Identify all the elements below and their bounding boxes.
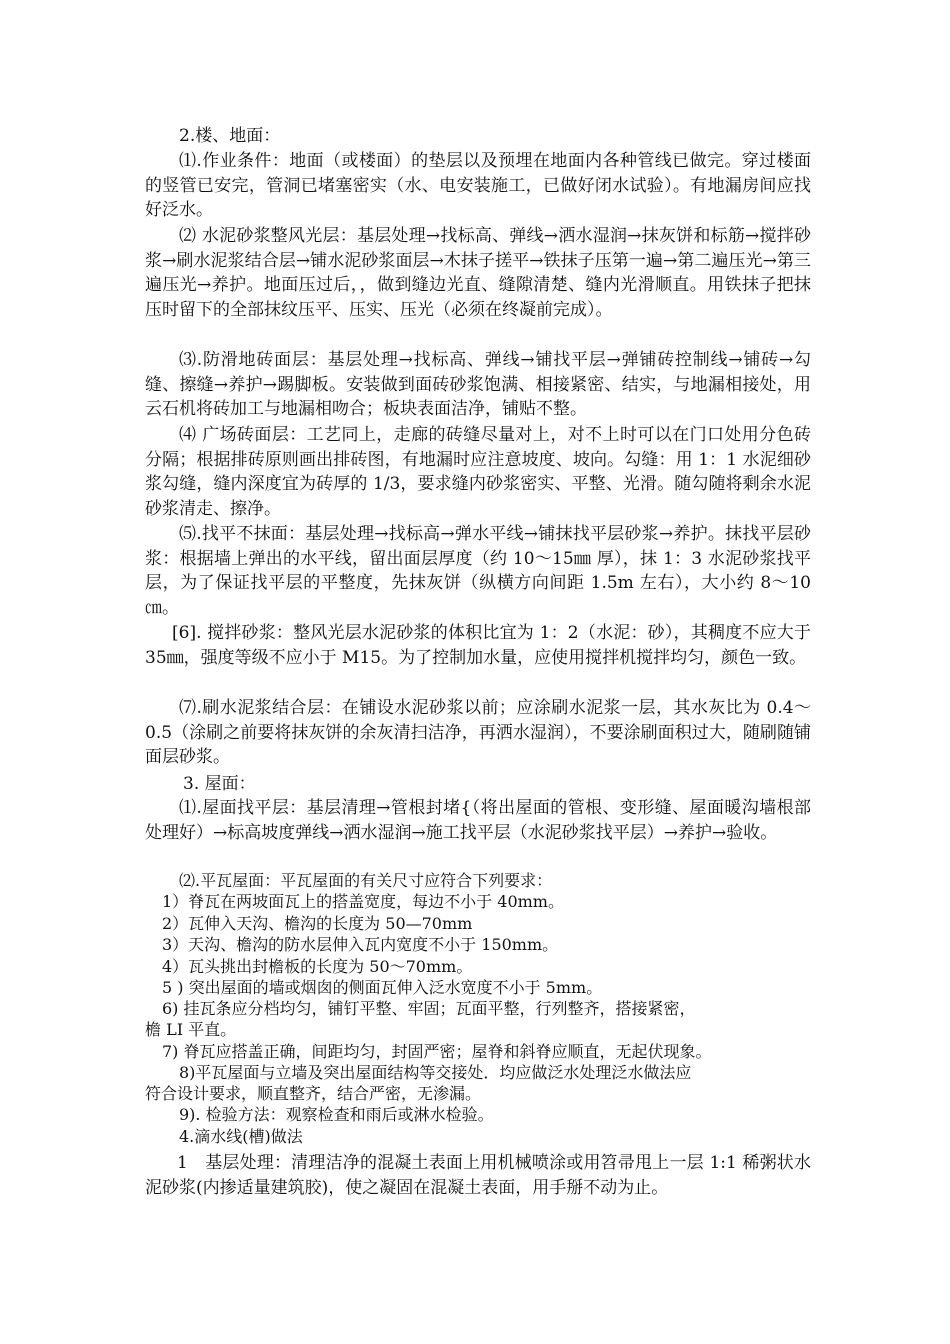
- paragraph-cement-mortar-layer: ⑵ 水泥砂浆整风光层：基层处理→找标高、弹线→洒水湿润→抹灰饼和标筋→搅拌砂浆→刷水泥浆结合层→铺水泥砂浆面层→木抹子搓平→铁抹子压第一遍→第二遍压光→第三遍压光→养护。地面压过后，，做到缝边光直、缝隙清楚、缝内光滑顺直。用铁抹子把抹压时留下的全部抹纹压平、压实、压光（必须在终凝前完成）。: [145, 226, 811, 320]
- list-item-continuation: 符合设计要求，顺直整齐，结合严密，无渗漏。: [145, 1084, 482, 1103]
- paragraph-work-conditions: ⑴.作业条件：地面（或楼面）的垫层以及预埋在地面内各种管线已做完。穿过楼面的竖管已安完，管洞已堵塞密实（水、电安装施工，已做好闭水试验）。有地漏房间应找好泛水。: [145, 151, 811, 220]
- list-item: 8)平瓦屋面与立墙及突出屋面结构等交接处．均应做泛水处理泛水做法应: [179, 1063, 692, 1082]
- section-heading-drip-line: 4.滴水线(槽)做法: [179, 1127, 303, 1146]
- list-item: 6) 挂瓦条应分档均匀，铺钉平整、牢固；瓦面平整，行列整齐，搭接紧密，: [162, 999, 696, 1018]
- paragraph-mixing-mortar: [6]. 搅拌砂浆：整风光层水泥砂浆的体积比宜为 1：2（水泥：砂），其稠度不应大于 35㎜，强度等级不应小于 M15。为了控制加水量，应使用搅拌机搅拌均匀，颜色一致。: [145, 623, 811, 668]
- list-item: 3）天沟、檐沟的防水层伸入瓦内宽度不小于 150mm。: [162, 935, 559, 954]
- paragraph-roof-leveling: ⑴.屋面找平层：基层清理→管根封堵{（将出屋面的管根、变形缝、屋面暖沟墙根部处理好）→标高坡度弹线→洒水湿润→施工找平层（水泥砂浆找平层）→养护→验收。: [145, 798, 811, 843]
- section-heading-floor: 2.楼、地面：: [179, 126, 281, 146]
- list-item: ⑵.平瓦屋面：平瓦屋面的有关尺寸应符合下列要求：: [179, 871, 553, 890]
- list-item: 1）脊瓦在两坡面瓦上的搭盖宽度，每边不小于 40mm。: [162, 892, 564, 911]
- paragraph-base-treatment: 1 基层处理：清理洁净的混凝土表面上用机械喷涂或用笤帚甩上一层 1:1 稀粥状水泥砂浆(内掺适量建筑胶)，使之凝固在混凝土表面，用手掰不动为止。: [145, 1153, 811, 1198]
- paragraph-cement-paste: ⑺.刷水泥浆结合层：在铺设水泥砂浆以前；应涂刷水泥浆一层，其水灰比为 0.4～0.5（涂刷之前要将抹灰饼的余灰清扫洁净，再洒水湿润），不要涂刷面积过大，随刷随铺面层砂浆。: [145, 698, 811, 767]
- paragraph-plaza-tile: ⑷ 广场砖面层：工艺同上，走廊的砖缝尽量对上，对不上时可以在门口处用分色砖分隔；根据排砖原则画出排砖图，有地漏时应注意坡度、坡向。勾缝：用 1：1 水泥细砂浆勾缝，缝内深度宜为砖厚的 1/3，要求缝内砂浆密实、平整、光滑。随勾随将剩余水泥砂浆清走、擦净。: [145, 425, 811, 519]
- list-item: 2）瓦伸入天沟、檐沟的长度为 50—70mm: [162, 914, 473, 933]
- list-item: 4）瓦头挑出封檐板的长度为 50～70mm。: [162, 957, 473, 976]
- list-item: 7) 脊瓦应搭盖正确，间距均匀，封固严密；屋脊和斜脊应顺直，无起伏现象。: [162, 1042, 712, 1061]
- paragraph-leveling: ⑸.找平不抹面：基层处理→找标高→弹水平线→铺抹找平层砂浆→养护。抹找平层砂浆：根据墙上弹出的水平线，留出面层厚度（约 10～15㎜ 厚），抹 1：3 水泥砂浆找平层，为了保证找平层的平整度，先抹灰饼（纵横方向间距 1.5m 左右），大小约 8～10㎝。: [145, 524, 811, 618]
- paragraph-antislip-tile: ⑶.防滑地砖面层：基层处理→找标高、弹线→铺找平层→弹铺砖控制线→铺砖→勾缝、擦缝→养护→踢脚板。安装做到面砖砂浆饱满、相接紧密、结实，与地漏相接处，用云石机将砖加工与地漏相吻合；板块表面洁净，铺贴不整。: [145, 350, 811, 419]
- section-heading-roof: 3. 屋面：: [183, 774, 256, 794]
- list-item: 5 ) 突出屋面的墙或烟囱的侧面瓦伸入泛水宽度不小于 5mm。: [162, 978, 603, 997]
- list-item: 9). 检验方法：观察检查和雨后或淋水检验。: [179, 1105, 494, 1124]
- list-item-continuation: 檐 LI 平直。: [145, 1020, 237, 1039]
